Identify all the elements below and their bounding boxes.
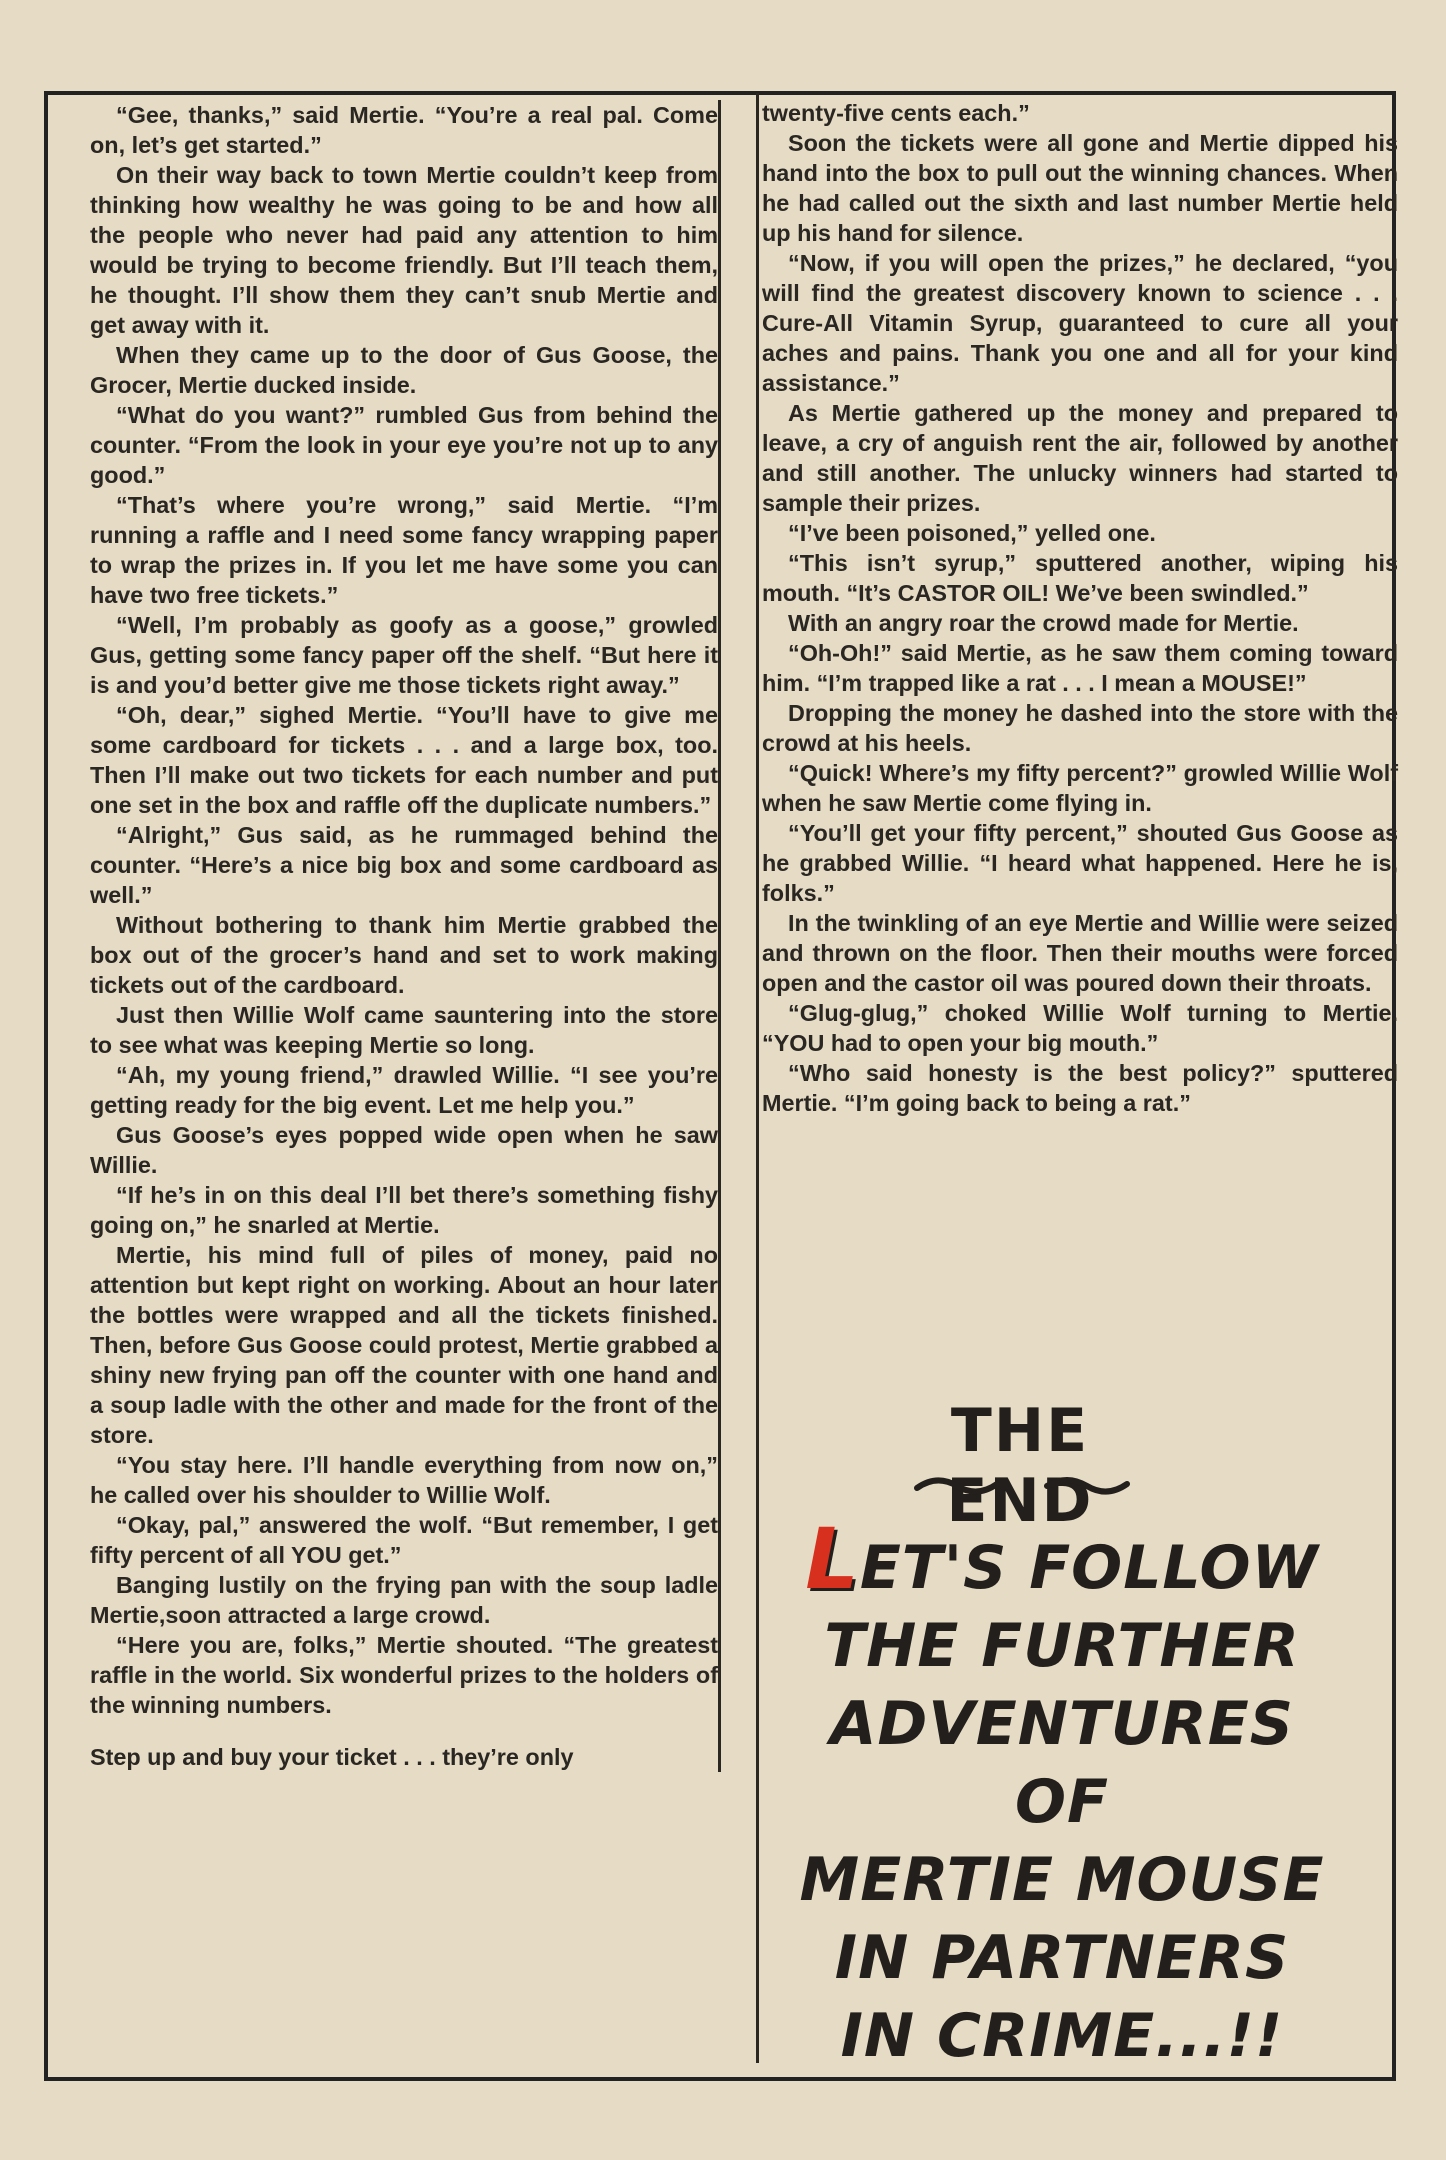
promo-line-6b: PARTNERS xyxy=(931,1923,1290,1993)
paragraph: “Who said honesty is the best policy?” sputtered Mertie. “I’m going back to being a rat.” xyxy=(762,1060,1398,1116)
promo-line-5: MERTIE MOUSE xyxy=(799,1845,1325,1915)
paragraph: “I’ve been poisoned,” yelled one. xyxy=(788,520,1156,546)
paragraph: “Oh-Oh!” said Mertie, as he saw them coming toward him. “I’m trapped like a rat . . . I mean a MOUSE!” xyxy=(762,640,1398,696)
paragraph: As Mertie gathered up the money and prepared to leave, a cry of anguish rent the air, followed by another and still another. The unlucky winners had started to sample their prizes. xyxy=(762,400,1398,516)
paragraph: In the twinkling of an eye Mertie and Willie were seized and thrown on the floor. Then their mouths were forced open and the castor oil was poured down their throats. xyxy=(762,910,1398,996)
paragraph: Step up and buy your ticket . . . they’re only xyxy=(90,1744,574,1770)
promo-line-3: ADVENTURES xyxy=(830,1689,1294,1759)
paragraph: “Well, I’m probably as goofy as a goose,” growled Gus, getting some fancy paper off the shelf. “But here it is and you’d better give me those tickets right away.” xyxy=(90,612,718,698)
promo-line-1-text: ET'S FOLLOW xyxy=(859,1533,1319,1603)
paragraph: Dropping the money he dashed into the store with the crowd at his heels. xyxy=(762,700,1398,756)
paragraph: When they came up to the door of Gus Goose, the Grocer, Mertie ducked inside. xyxy=(90,342,718,398)
paragraph: “You’ll get your fifty percent,” shouted Gus Goose as he grabbed Willie. “I heard what happened. Here he is, folks.” xyxy=(762,820,1398,906)
paragraph: Gus Goose’s eyes popped wide open when he saw Willie. xyxy=(90,1122,718,1178)
column-divider xyxy=(756,93,759,2063)
promo-line-4: OF xyxy=(1015,1767,1109,1837)
paragraph: Without bothering to thank him Mertie grabbed the box out of the grocer’s hand and set to work making tickets out of the cardboard. xyxy=(90,912,718,998)
paragraph: Mertie, his mind full of piles of money, paid no attention but kept right on working. About an hour later the bottles were wrapped and all the tickets finished. Then, before Gus Goose could protest, Mertie grabbed a shiny new frying pan off the counter with one hand and a soup ladle with the other and made for the front of the store. xyxy=(90,1242,718,1448)
paragraph: “This isn’t syrup,” sputtered another, wiping his mouth. “It’s CASTOR OIL! We’ve been swindled.” xyxy=(762,550,1398,606)
paragraph: twenty-five cents each.” xyxy=(762,100,1030,126)
paragraph: “Quick! Where’s my fifty percent?” growled Willie Wolf when he saw Mertie come flying in. xyxy=(762,760,1398,816)
paragraph: On their way back to town Mertie couldn’t keep from thinking how wealthy he was going to be and how all the people who never had paid any attention to him would be trying to become friendly. But I’ll teach them, he thought. I’ll show them they can’t snub Mertie and get away with it. xyxy=(90,162,718,338)
promo-line-2: THE FURTHER xyxy=(824,1611,1300,1681)
promo-line-7 xyxy=(782,1997,1342,2075)
paragraph: Soon the tickets were all gone and Mertie dipped his hand into the box to pull out the winning chances. When he had called out the sixth and last number Mertie held up his hand for silence. xyxy=(762,130,1398,246)
squiggle-ornament xyxy=(912,1470,1132,1500)
paragraph: “Alright,” Gus said, as he rummaged behind the counter. “Here’s a nice big box and some cardboard as well.” xyxy=(90,822,718,908)
the-end-title: THE END xyxy=(946,1396,1094,1536)
promo-line-7a: IN xyxy=(840,2001,916,2071)
left-text-column xyxy=(90,100,721,1772)
paragraph: “If he’s in on this deal I’ll bet there’s something fishy going on,” he snarled at Mertie. xyxy=(90,1182,718,1238)
paragraph: “Ah, my young friend,” drawled Willie. “I see you’re getting ready for the big event. Let me help you.” xyxy=(90,1062,718,1118)
paragraph: “That’s where you’re wrong,” said Mertie. “I’m running a raffle and I need some fancy wrapping paper to wrap the prizes in. If you let me have some you can have two free tickets.” xyxy=(90,492,718,608)
paragraph: “Oh, dear,” sighed Mertie. “You’ll have to give me some cardboard for tickets . . . and a large box, too. Then I’ll make out two tickets for each number and put one set in the box and raffle off the duplicate numbers.” xyxy=(90,702,718,818)
paragraph: “What do you want?” rumbled Gus from behind the counter. “From the look in your eye you’re not up to any good.” xyxy=(90,402,718,488)
right-text-column xyxy=(762,98,1398,1118)
paragraph: “Glug-glug,” choked Willie Wolf turning to Mertie. “YOU had to open your big mouth.” xyxy=(762,1000,1398,1056)
paragraph: “Okay, pal,” answered the wolf. “But remember, I get fifty percent of all YOU get.” xyxy=(90,1512,718,1568)
next-story-promo xyxy=(782,1510,1342,2075)
promo-line-6a: IN xyxy=(834,1923,910,1993)
paragraph: “Gee, thanks,” said Mertie. “You’re a real pal. Come on, let’s get started.” xyxy=(90,102,718,158)
promo-line-1 xyxy=(782,1510,1342,1608)
paragraph: Just then Willie Wolf came sauntering into the store to see what was keeping Mertie so long. xyxy=(90,1002,718,1058)
paragraph: “You stay here. I’ll handle everything from now on,” he called over his shoulder to Willie Wolf. xyxy=(90,1452,718,1508)
paragraph: “Here you are, folks,” Mertie shouted. “The greatest raffle in the world. Six wonderful prizes to the holders of the winning numbers. xyxy=(90,1632,718,1718)
paragraph: “Now, if you will open the prizes,” he declared, “you will find the greatest discovery known to science . . . Cure-All Vitamin Syrup, guaranteed to cure all your aches and pains. Thank you one and all for your kind assistance.” xyxy=(762,250,1398,396)
paragraph: With an angry roar the crowd made for Mertie. xyxy=(788,610,1299,636)
promo-line-6 xyxy=(782,1919,1342,1997)
paragraph: Banging lustily on the frying pan with the soup ladle Mertie,soon attracted a large crowd. xyxy=(90,1572,718,1628)
promo-drop-letter: L xyxy=(805,1510,860,1608)
promo-line-7b: CRIME...!! xyxy=(937,2001,1284,2071)
